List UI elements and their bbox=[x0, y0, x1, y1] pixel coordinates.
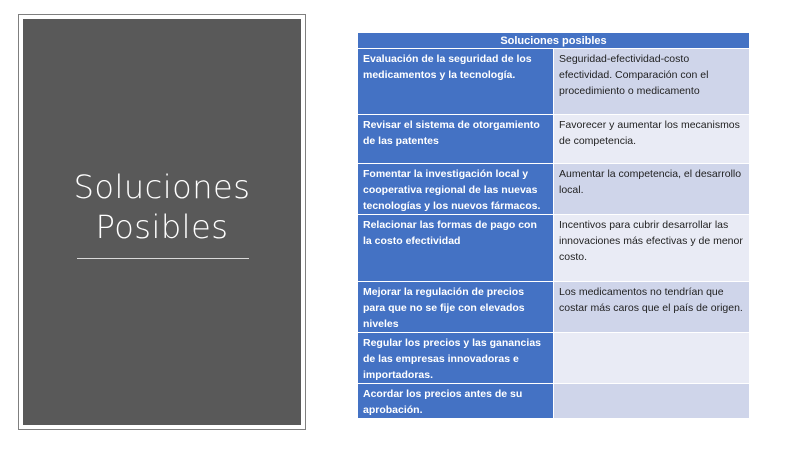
title-underline bbox=[77, 258, 249, 259]
table-row bbox=[358, 384, 749, 419]
detail-cell bbox=[554, 384, 750, 419]
detail-cell: Favorecer y aumentar los mecanismos de competencia. bbox=[554, 115, 750, 164]
detail-cell: Incentivos para cubrir desarrollar las innovaciones más efectivas y de menor costo. bbox=[554, 215, 750, 282]
solution-cell: Revisar el sistema de otorgamiento de las patentes bbox=[358, 115, 554, 164]
table-row bbox=[358, 115, 749, 164]
solution-cell: Regular los precios y las ganancias de las empresas innovadoras e importadoras. bbox=[358, 333, 554, 384]
slide-title-line1: Soluciones bbox=[73, 168, 251, 206]
solution-cell: Fomentar la investigación local y cooperativa regional de las nuevas tecnologías y los nuevos fármacos. bbox=[358, 164, 554, 215]
table-row bbox=[358, 49, 749, 115]
detail-cell bbox=[554, 333, 750, 384]
detail-cell: Los medicamentos no tendrían que costar más caros que el país de origen. bbox=[554, 282, 750, 333]
title-panel bbox=[18, 14, 306, 430]
solutions-table bbox=[358, 33, 749, 419]
solution-cell: Evaluación de la seguridad de los medicamentos y la tecnología. bbox=[358, 49, 554, 115]
table-header: Soluciones posibles bbox=[358, 33, 749, 49]
table-row bbox=[358, 333, 749, 384]
solution-cell: Relacionar las formas de pago con la costo efectividad bbox=[358, 215, 554, 282]
slide-title bbox=[23, 167, 301, 247]
table-row bbox=[358, 164, 749, 215]
solution-cell: Mejorar la regulación de precios para que no se fije con elevados niveles bbox=[358, 282, 554, 333]
slide-title-line2: Posibles bbox=[95, 208, 229, 246]
detail-cell: Aumentar la competencia, el desarrollo local. bbox=[554, 164, 750, 215]
table-row bbox=[358, 282, 749, 333]
table-row bbox=[358, 215, 749, 282]
title-panel-background bbox=[23, 19, 301, 425]
detail-cell: Seguridad-efectividad-costo efectividad. Comparación con el procedimiento o medicamento bbox=[554, 49, 750, 115]
solution-cell: Acordar los precios antes de su aprobación. bbox=[358, 384, 554, 419]
